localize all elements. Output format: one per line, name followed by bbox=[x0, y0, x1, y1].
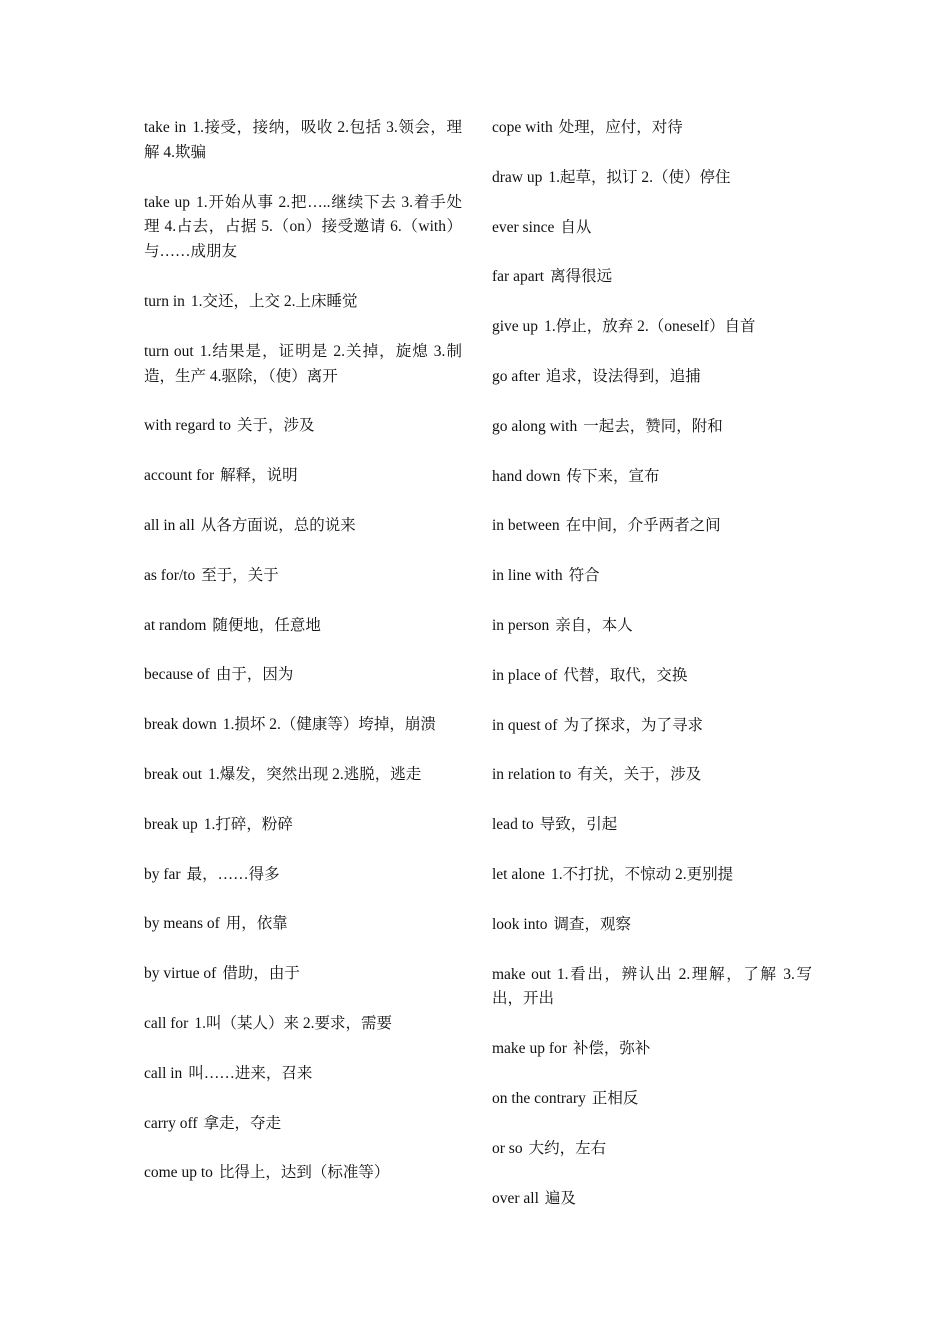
phrase-term: turn in bbox=[144, 292, 185, 310]
phrase-term: take in bbox=[144, 119, 187, 136]
phrase-term: call in bbox=[144, 1064, 183, 1082]
phrase-entry bbox=[144, 464, 462, 489]
phrase-entry bbox=[144, 564, 462, 589]
phrase-meaning: 1.停止，放弃 2.（oneself）自首 bbox=[544, 318, 756, 336]
phrase-entry bbox=[144, 290, 462, 315]
phrase-term: as for/to bbox=[144, 566, 196, 584]
phrase-meaning: 为了探求，为了寻求 bbox=[563, 716, 703, 734]
phrase-term: by means of bbox=[144, 915, 220, 933]
phrase-meaning: 1.起草，拟订 2.（使）停住 bbox=[548, 168, 731, 186]
phrase-entry bbox=[492, 564, 812, 589]
phrase-entry bbox=[144, 763, 462, 788]
phrase-meaning: 追求，设法得到，追捕 bbox=[545, 367, 701, 385]
phrase-meaning: 传下来，宣布 bbox=[566, 467, 660, 485]
phrase-meaning: 解释，说明 bbox=[220, 467, 298, 485]
phrase-meaning: 1.爆发，突然出现 2.逃脱，逃走 bbox=[208, 765, 422, 783]
phrase-entry bbox=[144, 614, 462, 639]
phrase-term: break up bbox=[144, 815, 198, 833]
phrase-entry bbox=[144, 191, 462, 265]
phrase-meaning: 比得上，达到（标准等） bbox=[218, 1164, 390, 1182]
phrase-meaning: 随便地，任意地 bbox=[212, 616, 321, 634]
phrase-meaning: 大约，左右 bbox=[528, 1139, 607, 1157]
phrase-term: give up bbox=[492, 318, 539, 336]
phrase-term: cope with bbox=[492, 119, 553, 136]
phrase-term: or so bbox=[492, 1139, 523, 1157]
phrase-entry bbox=[492, 664, 812, 689]
phrase-meaning: 补偿，弥补 bbox=[572, 1040, 651, 1058]
phrase-term: by virtue of bbox=[144, 965, 217, 983]
phrase-term: look into bbox=[492, 915, 548, 933]
phrase-entry bbox=[492, 415, 812, 440]
phrase-entry bbox=[144, 1112, 462, 1137]
phrase-entry bbox=[144, 1012, 462, 1037]
phrase-meaning: 用，依靠 bbox=[225, 915, 288, 933]
phrase-meaning: 代替，取代，交换 bbox=[563, 666, 688, 684]
phrase-term: all in all bbox=[144, 516, 195, 534]
phrase-term: in relation to bbox=[492, 766, 572, 784]
phrase-entry bbox=[492, 166, 812, 191]
phrase-entry bbox=[144, 414, 462, 439]
phrase-entry bbox=[492, 614, 812, 639]
phrase-meaning: 1.损坏 2.（健康等）垮掉，崩溃 bbox=[222, 716, 436, 734]
phrase-meaning: 1.看出，辨认出 2.理解，了解 3.写出，开出 bbox=[492, 965, 812, 1008]
phrase-entry bbox=[144, 514, 462, 539]
phrase-term: make out bbox=[492, 965, 551, 983]
phrase-entry bbox=[492, 216, 812, 241]
phrase-meaning: 关于，涉及 bbox=[236, 417, 315, 435]
phrase-entry bbox=[492, 913, 812, 938]
phrase-term: lead to bbox=[492, 816, 534, 834]
phrase-entry bbox=[492, 116, 812, 141]
phrase-meaning: 处理，应付，对待 bbox=[558, 119, 683, 136]
phrase-entry bbox=[144, 962, 462, 987]
phrase-entry bbox=[144, 813, 462, 838]
phrase-meaning: 一起去，赞同，附和 bbox=[583, 417, 723, 435]
phrase-meaning: 遍及 bbox=[544, 1189, 576, 1207]
phrase-term: go after bbox=[492, 367, 540, 385]
phrase-entry bbox=[144, 340, 462, 390]
phrase-term: call for bbox=[144, 1014, 189, 1032]
phrase-meaning: 在中间，介乎两者之间 bbox=[565, 517, 721, 535]
phrase-term: break out bbox=[144, 765, 203, 783]
phrase-entry bbox=[144, 1062, 462, 1087]
phrase-meaning: 由于，因为 bbox=[215, 666, 294, 684]
phrase-term: account for bbox=[144, 467, 215, 485]
phrase-entry bbox=[144, 663, 462, 688]
phrase-meaning: 符合 bbox=[568, 567, 600, 585]
phrase-term: over all bbox=[492, 1189, 539, 1207]
phrase-meaning: 1.叫（某人）来 2.要求，需要 bbox=[194, 1014, 392, 1032]
phrase-entry bbox=[492, 265, 812, 290]
phrase-term: in place of bbox=[492, 666, 558, 684]
phrase-entry bbox=[492, 863, 812, 888]
phrase-entry bbox=[492, 813, 812, 838]
phrase-term: go along with bbox=[492, 417, 578, 435]
phrase-meaning: 离得很远 bbox=[550, 268, 613, 286]
phrase-term: with regard to bbox=[144, 417, 231, 435]
phrase-entry bbox=[144, 116, 462, 166]
phrase-entry bbox=[492, 315, 812, 340]
phrase-term: at random bbox=[144, 616, 207, 634]
phrase-term: break down bbox=[144, 716, 217, 734]
phrase-meaning: 1.打碎，粉碎 bbox=[203, 815, 293, 833]
phrase-entry bbox=[492, 714, 812, 739]
phrase-term: in line with bbox=[492, 567, 563, 585]
phrase-term: draw up bbox=[492, 168, 543, 186]
phrase-meaning: 正相反 bbox=[591, 1089, 639, 1107]
phrase-term: let alone bbox=[492, 865, 545, 883]
phrase-meaning: 自从 bbox=[560, 218, 592, 236]
phrase-entry bbox=[492, 1187, 812, 1212]
phrase-meaning: 1.交还，上交 2.上床睡觉 bbox=[190, 292, 358, 310]
phrase-term: in person bbox=[492, 616, 550, 634]
phrase-meaning: 拿走，夺走 bbox=[203, 1114, 282, 1132]
phrase-meaning: 亲自，本人 bbox=[555, 616, 633, 634]
phrase-term: carry off bbox=[144, 1114, 198, 1132]
phrase-term: make up for bbox=[492, 1040, 567, 1058]
phrase-term: turn out bbox=[144, 342, 194, 360]
phrase-entry bbox=[492, 514, 812, 539]
phrase-entry bbox=[492, 763, 812, 788]
phrase-term: because of bbox=[144, 666, 210, 684]
phrase-term: in between bbox=[492, 517, 560, 535]
phrase-entry bbox=[492, 365, 812, 390]
phrase-term: take up bbox=[144, 193, 191, 211]
phrase-entry bbox=[144, 713, 462, 738]
right-column bbox=[492, 116, 812, 1236]
phrase-term: by far bbox=[144, 865, 181, 883]
phrase-meaning: 1.开始从事 2.把…..继续下去 3.着手处理 4.占去，占据 5.（on）接受邀请 6.（with）与……成朋友 bbox=[144, 193, 462, 261]
phrase-meaning: 最，……得多 bbox=[186, 865, 280, 883]
phrase-term: ever since bbox=[492, 218, 555, 236]
phrase-meaning: 1.结果是，证明是 2.关掉，旋熄 3.制造，生产 4.驱除，（使）离开 bbox=[144, 342, 462, 385]
phrase-term: far apart bbox=[492, 268, 545, 286]
phrase-term: hand down bbox=[492, 467, 561, 485]
phrase-meaning: 借助，由于 bbox=[222, 965, 300, 983]
phrase-entry bbox=[492, 465, 812, 490]
phrase-entry bbox=[144, 912, 462, 937]
phrase-entry bbox=[144, 1161, 462, 1186]
phrase-meaning: 从各方面说，总的说来 bbox=[200, 516, 356, 534]
phrase-meaning: 1.不打扰，不惊动 2.更别提 bbox=[550, 865, 734, 883]
phrase-meaning: 有关，关于，涉及 bbox=[577, 766, 702, 784]
phrase-term: in quest of bbox=[492, 716, 558, 734]
phrase-meaning: 至于，关于 bbox=[201, 566, 279, 584]
phrase-term: come up to bbox=[144, 1164, 213, 1182]
phrase-entry bbox=[492, 1137, 812, 1162]
phrase-entry bbox=[492, 963, 812, 1013]
left-column bbox=[144, 116, 462, 1211]
phrase-entry bbox=[492, 1037, 812, 1062]
phrase-entry bbox=[492, 1087, 812, 1112]
phrase-meaning: 导致，引起 bbox=[539, 816, 618, 834]
phrase-term: on the contrary bbox=[492, 1089, 586, 1107]
phrase-meaning: 叫……进来，召来 bbox=[188, 1064, 313, 1082]
phrase-entry bbox=[144, 863, 462, 888]
phrase-meaning: 1.接受，接纳，吸收 2.包括 3.领会，理解 4.欺骗 bbox=[144, 119, 462, 161]
phrase-meaning: 调查，观察 bbox=[553, 915, 632, 933]
